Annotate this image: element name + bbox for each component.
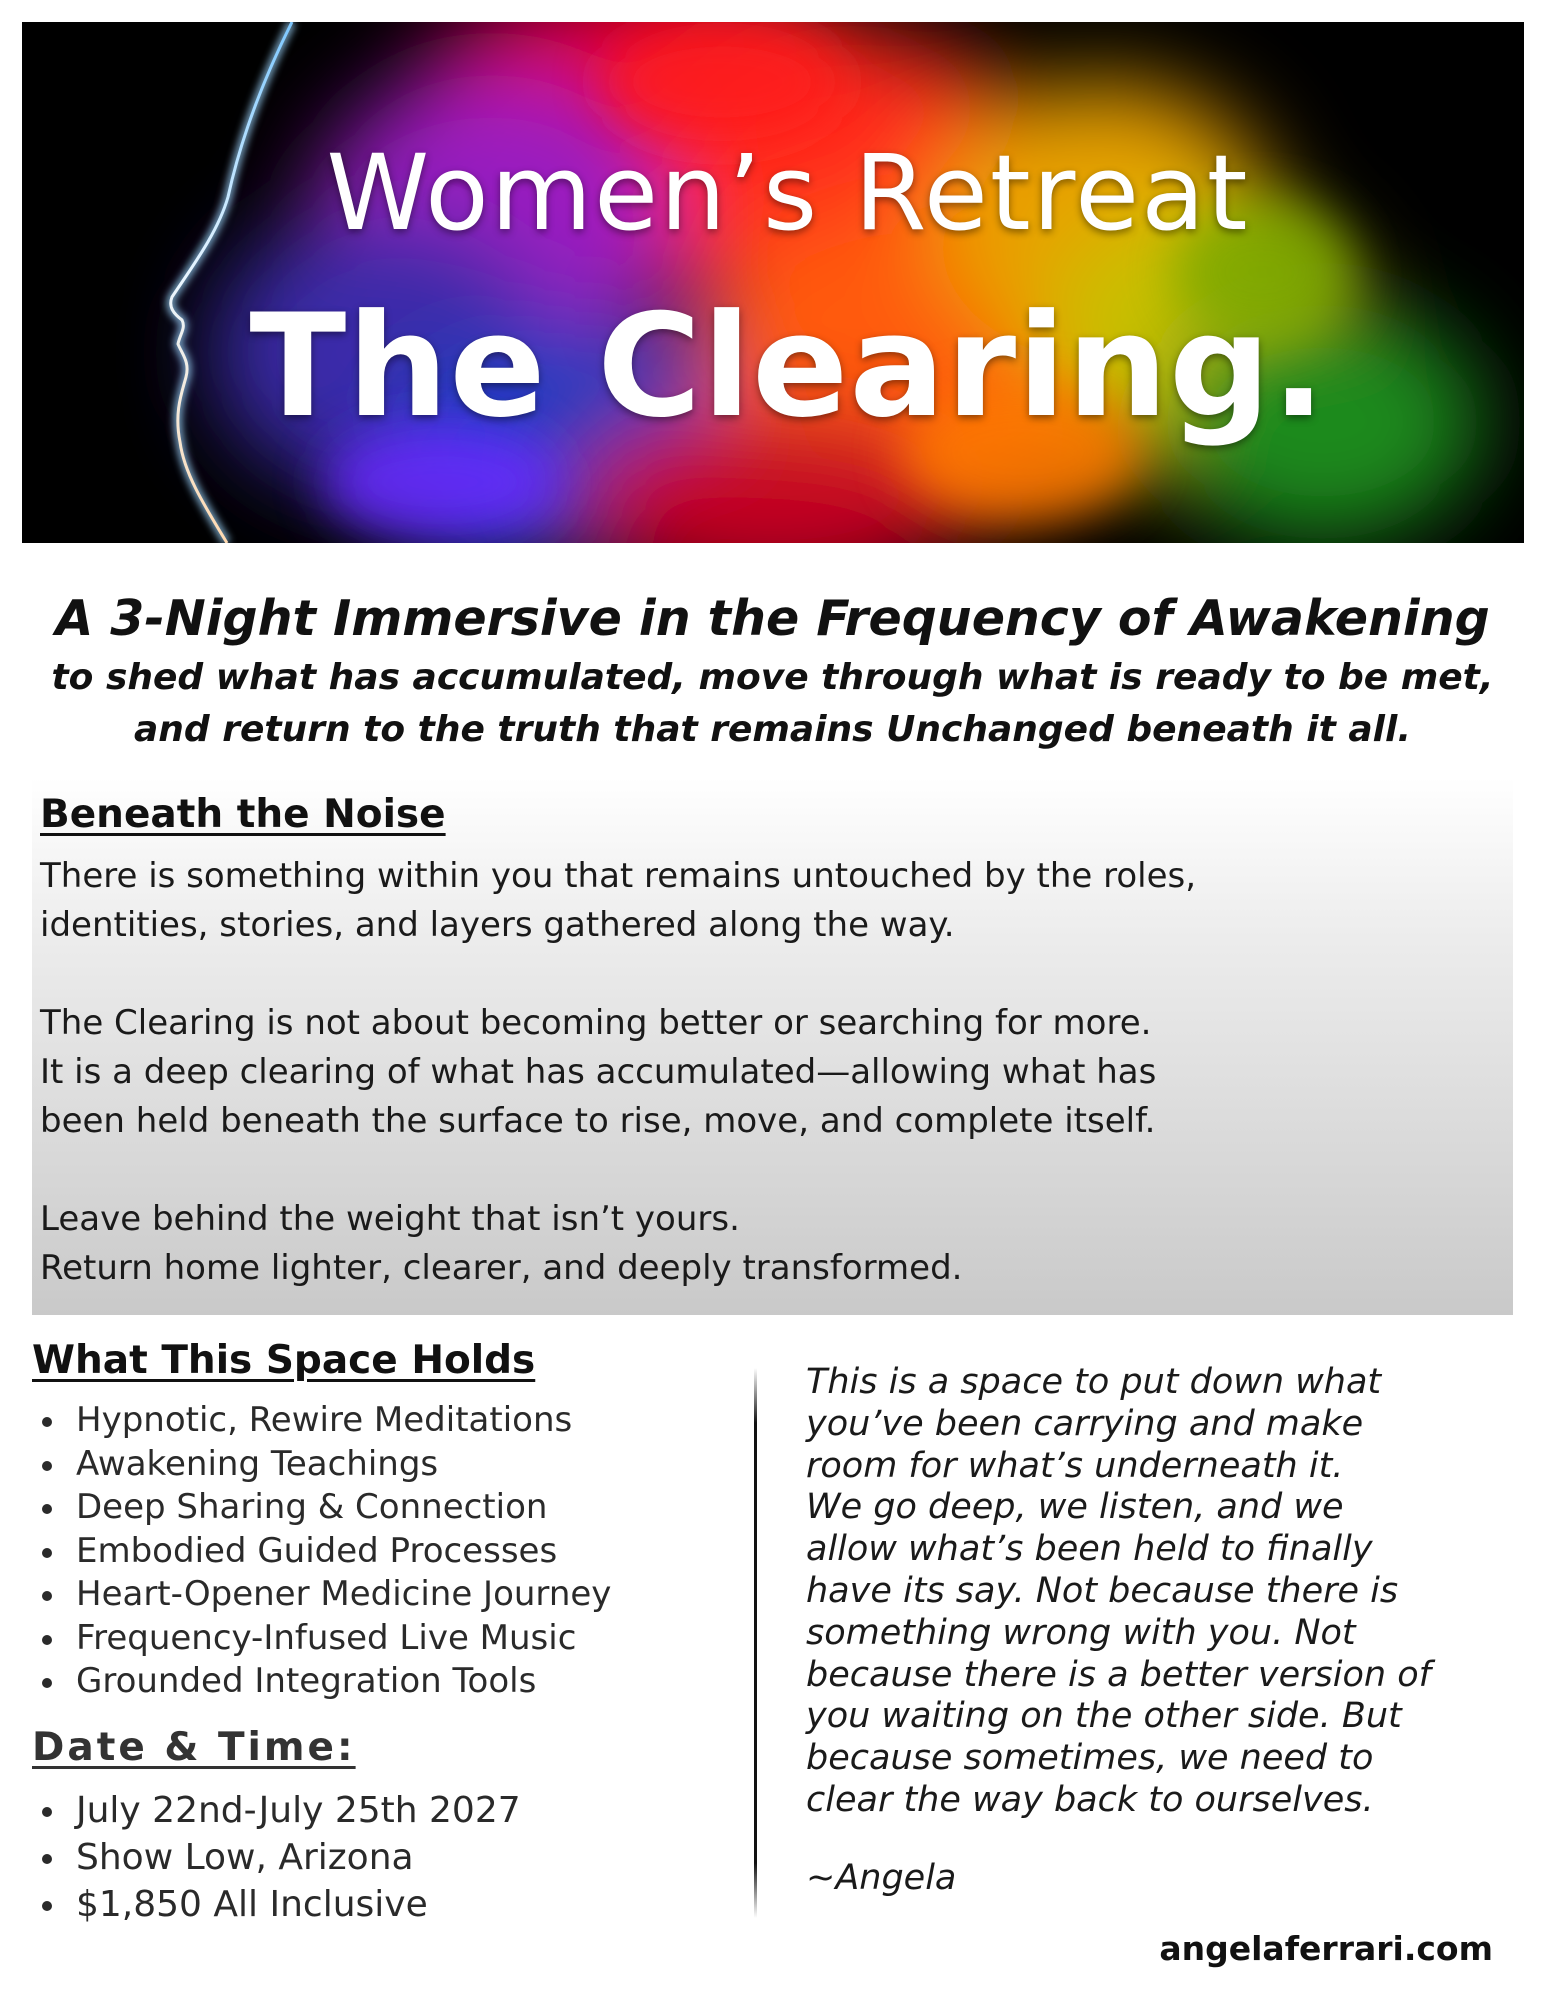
quote-line: This is a space to put down what [806,1362,1382,1402]
list-item: $1,850 All Inclusive [40,1881,521,1928]
date-list [40,1787,521,1928]
colorful-smoke-art [22,22,1524,543]
hero-banner [22,22,1524,543]
list-item: Hypnotic, Rewire Meditations [40,1399,611,1443]
list-item: Frequency-Infused Live Music [40,1617,611,1661]
holds-list [40,1399,611,1704]
noise-line: been held beneath the surface to rise, move, and complete itself. [40,1101,1156,1141]
noise-line: Return home lighter, clearer, and deeply transformed. [40,1248,963,1288]
noise-line: There is something within you that remains untouched by the roles, [40,856,1197,896]
quote-line: something wrong with you. Not [806,1612,1356,1653]
sub-headline-line: to shed what has accumulated, move through what is ready to be met, [51,657,1494,698]
noise-heading: Beneath the Noise [40,792,446,837]
main-headline: A 3-Night Immersive in the Frequency of Awakening [55,590,1490,647]
column-divider [754,1368,757,1918]
list-item: Embodied Guided Processes [40,1530,611,1574]
quote-line: We go deep, we listen, and we [806,1487,1344,1528]
list-item: Awakening Teachings [40,1443,611,1487]
noise-body [40,852,1420,1293]
quote-block [806,1362,1506,1822]
holds-heading: What This Space Holds [32,1338,536,1383]
sub-headline [0,652,1545,756]
date-heading: Date & Time: [32,1725,356,1770]
quote-line: you waiting on the other side. But [806,1696,1402,1737]
noise-line: The Clearing is not about becoming better or searching for more. [40,1003,1152,1043]
list-item: Show Low, Arizona [40,1834,521,1881]
sub-headline-line: and return to the truth that remains Unchanged beneath it all. [133,709,1411,750]
list-item: Heart-Opener Medicine Journey [40,1573,611,1617]
quote-signature: ~Angela [806,1858,957,1898]
quote-line: because there is a better version of [806,1654,1431,1695]
hero-title-small: Women’s Retreat [326,132,1250,254]
hero-title-big: The Clearing. [249,284,1327,449]
list-item: July 22nd-July 25th 2027 [40,1787,521,1834]
website-link[interactable]: angelaferrari.com [1159,1929,1493,1968]
noise-line: identities, stories, and layers gathered along the way. [40,905,955,945]
noise-line: Leave behind the weight that isn’t yours. [40,1199,740,1239]
quote-line: you’ve been carrying and make [806,1403,1364,1444]
list-item: Deep Sharing & Connection [40,1486,611,1530]
quote-line: allow what’s been held to finally [806,1529,1373,1570]
list-item: Grounded Integration Tools [40,1660,611,1704]
quote-line: have its say. Not because there is [806,1570,1399,1611]
quote-line: room for what’s underneath it. [806,1445,1344,1486]
noise-line: It is a deep clearing of what has accumulated—allowing what has [40,1052,1157,1092]
quote-line: clear the way back to ourselves. [806,1779,1374,1820]
quote-line: because sometimes, we need to [806,1738,1374,1779]
